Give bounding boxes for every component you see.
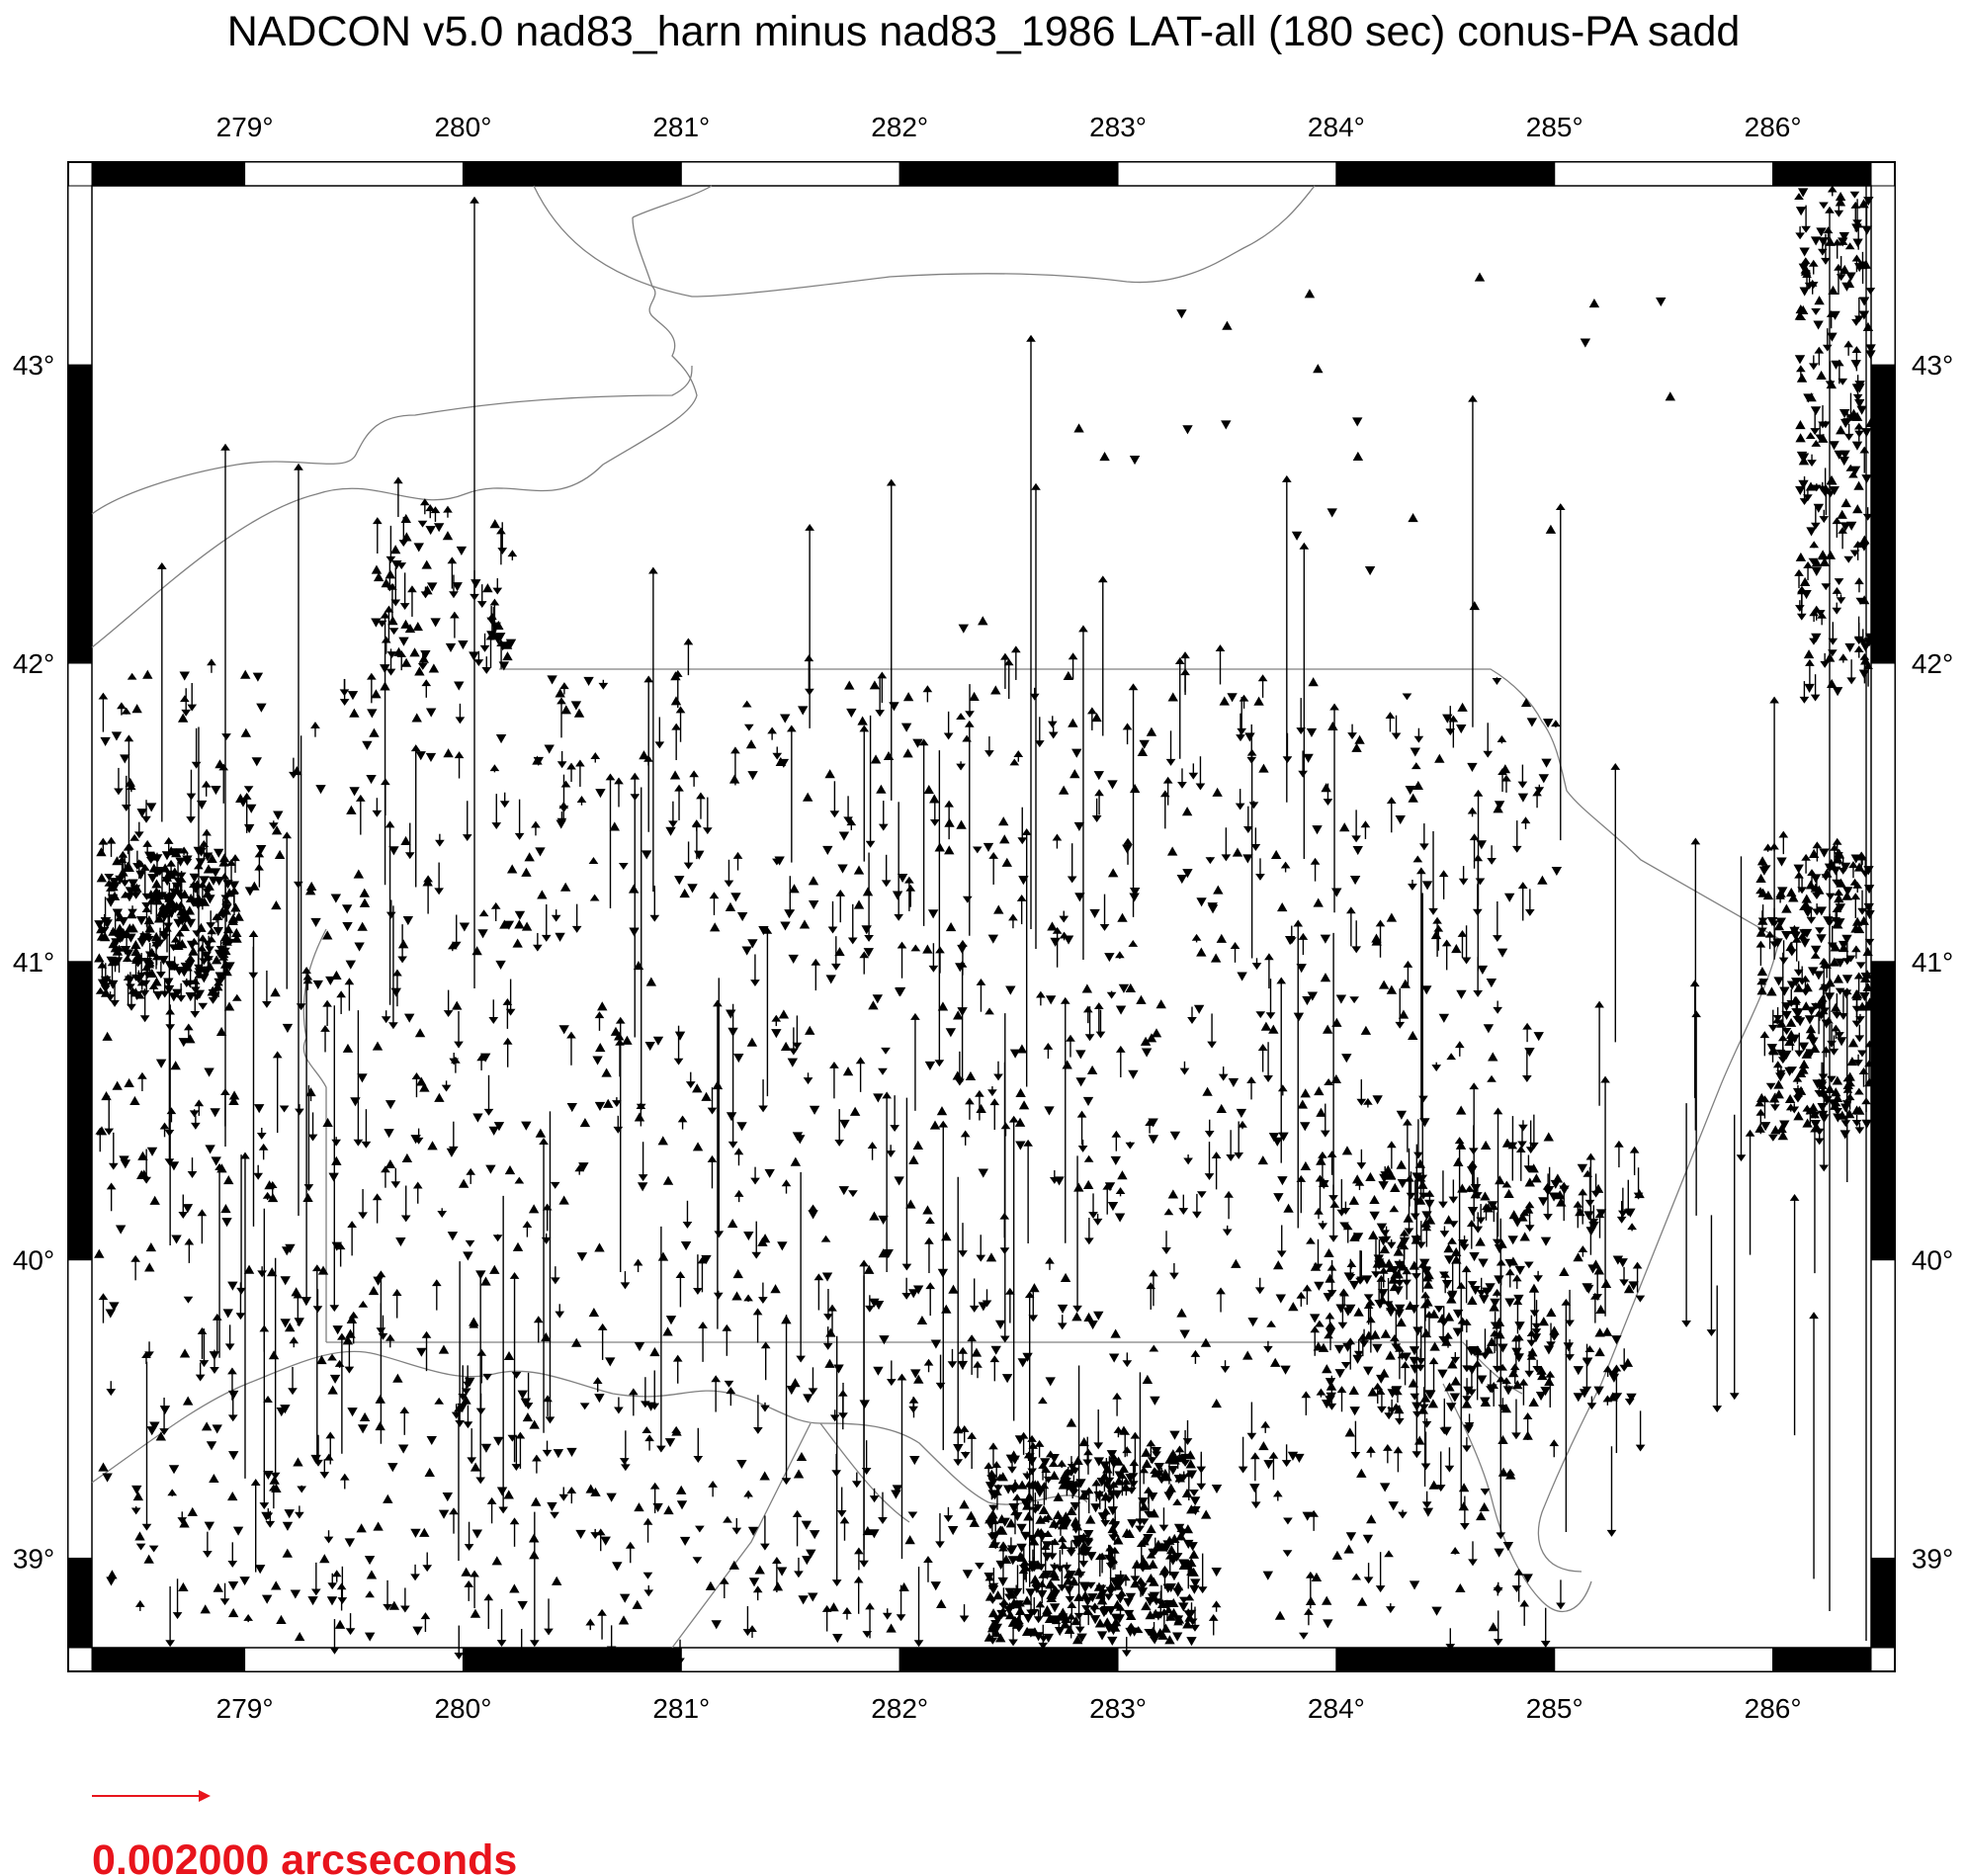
frame-bar-top bbox=[245, 162, 464, 186]
frame-bar-bottom bbox=[245, 1648, 464, 1671]
frame-bar-right bbox=[1871, 1260, 1895, 1559]
frame-bar-left bbox=[68, 962, 92, 1260]
plot-border bbox=[92, 186, 1871, 1648]
frame-bar-right bbox=[1871, 1558, 1895, 1648]
frame-bar-left bbox=[68, 186, 92, 365]
frame-bar-top bbox=[1773, 162, 1871, 186]
frame-bar-top bbox=[1555, 162, 1773, 186]
frame-bar-bottom bbox=[463, 1648, 681, 1671]
map-title: NADCON v5.0 nad83_harn minus nad83_1986 LAT-all (180 sec) conus-PA sadd bbox=[226, 8, 1741, 55]
frame-bar-left bbox=[68, 663, 92, 962]
frame-bar-top bbox=[899, 162, 1118, 186]
frame-bar-top bbox=[1118, 162, 1336, 186]
frame-bar-bottom bbox=[1555, 1648, 1773, 1671]
frame-bar-left bbox=[68, 1558, 92, 1648]
frame-bar-bottom bbox=[1773, 1648, 1871, 1671]
frame-bar-left bbox=[68, 1260, 92, 1559]
frame-bar-left bbox=[68, 365, 92, 663]
frame-bar-bottom bbox=[1336, 1648, 1555, 1671]
frame-bar-right bbox=[1871, 186, 1895, 365]
frame-bar-right bbox=[1871, 663, 1895, 962]
frame-bar-top bbox=[1336, 162, 1555, 186]
frame-bar-bottom bbox=[1118, 1648, 1336, 1671]
frame-bar-top bbox=[681, 162, 899, 186]
frame-bar-top bbox=[92, 162, 245, 186]
frame-bar-bottom bbox=[681, 1648, 899, 1671]
frame-bar-bottom bbox=[92, 1648, 245, 1671]
frame-bar-bottom bbox=[899, 1648, 1118, 1671]
map-plot-area bbox=[92, 178, 1875, 1663]
frame-bar-top bbox=[463, 162, 681, 186]
frame-bar-right bbox=[1871, 365, 1895, 663]
